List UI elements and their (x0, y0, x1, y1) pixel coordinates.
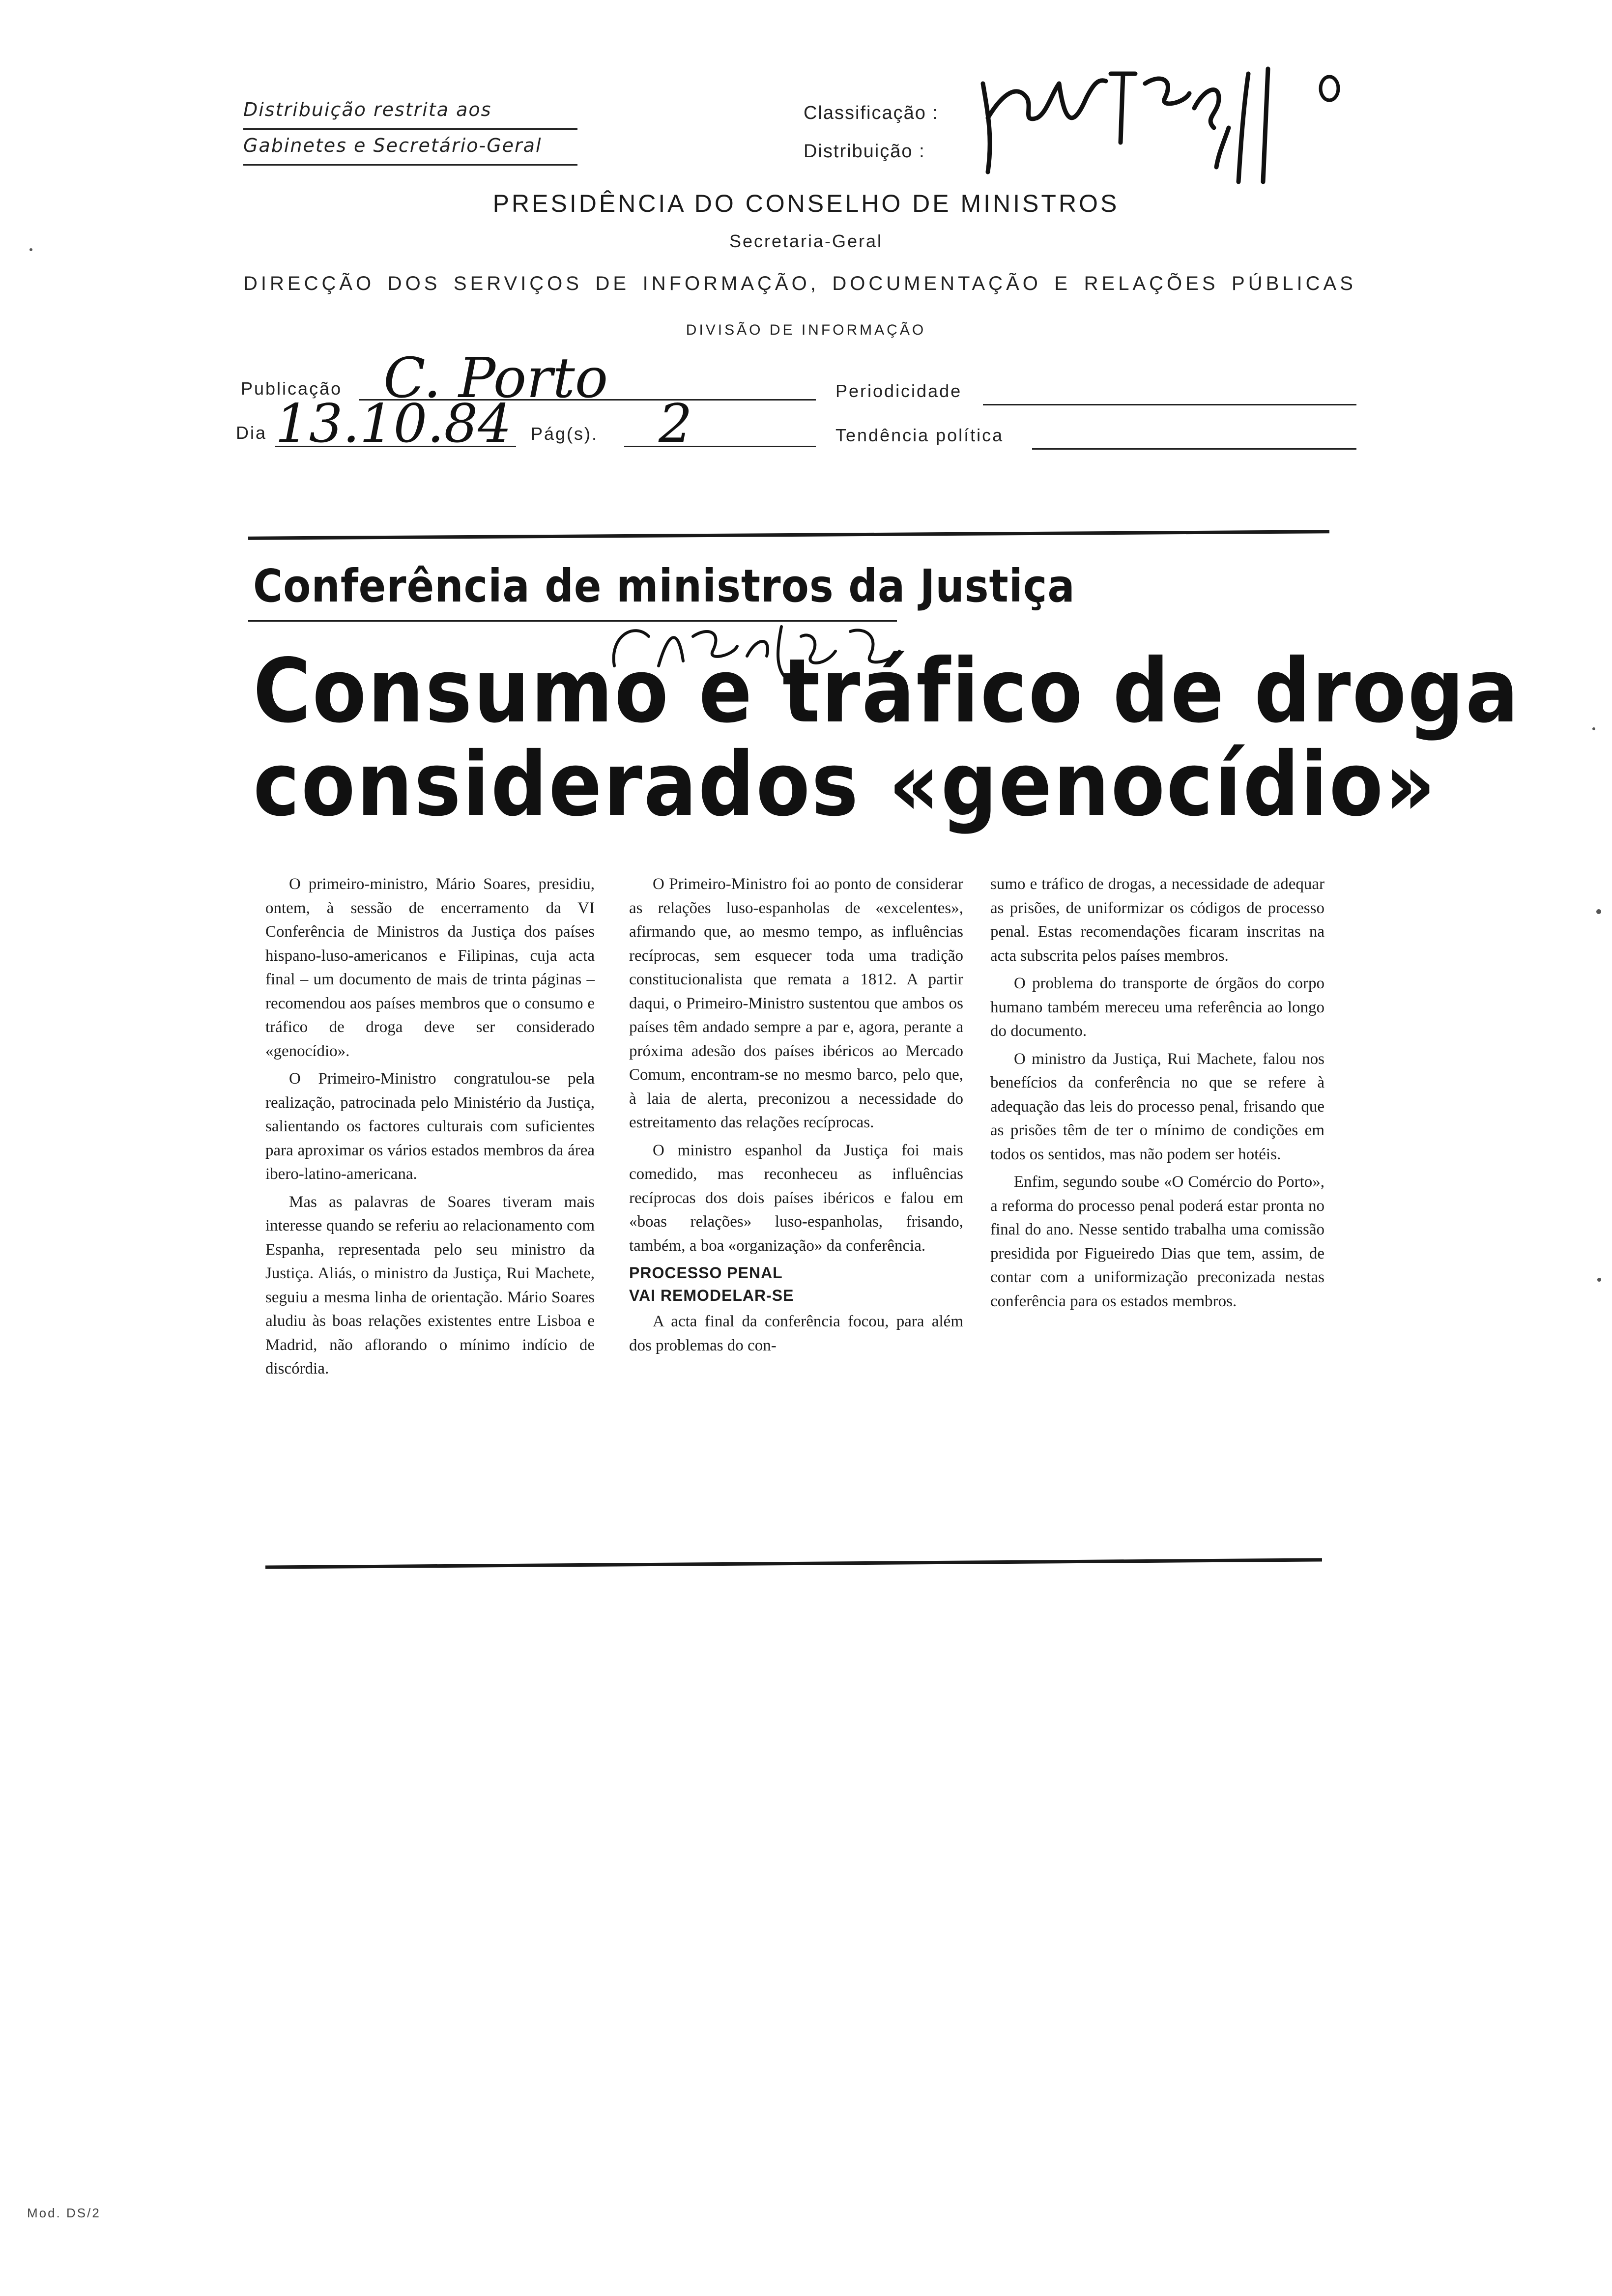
directorate-word: DOS (387, 273, 441, 294)
tendency-field-line (1032, 423, 1356, 450)
directorate-word: DE (595, 273, 630, 294)
article-kicker: Conferência de ministros da Justiça (253, 560, 1075, 613)
directorate-word: DOCUMENTAÇÃO (832, 273, 1041, 294)
paragraph: O primeiro-ministro, Mário Soares, presidiu, ontem, à sessão de encerramento da VI Conferência de Ministros da Justiça dos países hispano-luso-americanos e Filipinas, cuja acta final – um documento de mais de trinta páginas – recomendou aos países membros que o consumo e tráfico de droga deve ser considerado «genocídio». (265, 875, 595, 1060)
paragraph: A acta final da conferência focou, para além dos problemas do con- (629, 1313, 963, 1354)
subhead-line-1: PROCESSO PENAL (629, 1264, 783, 1282)
scan-speck (1592, 727, 1595, 730)
paragraph: O Primeiro-Ministro congratulou-se pela realização, patrocinada pelo Ministério da Justiça, salientando os factores culturais com suficientes para aproximar os vários estados membros da área ibero-latino-americana. (265, 1070, 595, 1183)
scan-speck (29, 248, 32, 251)
paragraph: Enfim, segundo soube «O Comércio do Porto», a reforma do processo penal poderá estar pronta no final do ano. Nesse sentido trabalha uma comissão presidida por Figueiredo Dias que tem, assim, de contar com a uniformização preconizada nestas conferência para os estados membros. (990, 1173, 1324, 1310)
directorate-word: SERVIÇOS (453, 273, 582, 294)
publication-handwritten-value: C. Porto (383, 346, 608, 410)
paragraph: O ministro da Justiça, Rui Machete, falou nos benefícios da conferência no que se refere à adequação das leis do processo penal, frisando que as prisões têm de ter o mínimo de condições em todos os sentidos, mas não podem ser hotéis. (990, 1050, 1324, 1163)
clipping-top-rule (248, 530, 1329, 540)
directorate-word: PÚBLICAS (1232, 273, 1356, 294)
scan-speck (1596, 909, 1601, 914)
secretariat-title: Secretaria-Geral (729, 231, 883, 251)
article-column-2 (629, 872, 963, 1361)
pages-handwritten-value: 2 (659, 393, 692, 455)
classification-block (804, 98, 939, 175)
directorate-word: INFORMAÇÃO, (642, 273, 819, 294)
paragraph: sumo e tráfico de drogas, a necessidade de adequar as prisões, de uniformizar os códigos de processo penal. Estas recomendações ficaram inscritas na acta subscrita pelos países membros. (990, 875, 1324, 965)
directorate-word: DIRECÇÃO (243, 273, 375, 294)
subhead-line-2: VAI REMODELAR-SE (629, 1287, 794, 1304)
directorate-title (243, 273, 1356, 295)
paragraph: Mas as palavras de Soares tiveram mais interesse quando se referiu ao relacionamento com Espanha, representada pelo seu ministro da Justiça. Aliás, o ministro da Justiça, Rui Machete, seguiu a mesma linha de orientação. Mário Soares aludiu às boas relações existentes entre Lisboa e Madrid, não aflorando o mínimo indício de discórdia. (265, 1193, 595, 1378)
form-code: Mod. DS/2 (27, 2206, 101, 2220)
distribution-label: Distribuição : (804, 141, 925, 162)
pages-label: Pág(s). (531, 424, 599, 444)
day-label: Dia (236, 423, 267, 443)
paragraph: O Primeiro-Ministro foi ao ponto de considerar as relações luso-espanholas de «excelentes», afirmando que, ao mesmo tempo, as influências recíprocas, sem esquecer toda uma tradição constitucionalista que remata a 1812. A partir daqui, o Primeiro-Ministro sustentou que ambos os países têm andado sempre a par e, agora, perante a próxima adesão dos países ibéricos ao Mercado Comum, encontram-se no mesmo barco, pelo que, à laia de alerta, preconizou a necessidade do estreitamento das relações recíprocas. (629, 875, 963, 1131)
tendency-label: Tendência política (835, 425, 1004, 445)
clipping-bottom-rule (265, 1558, 1322, 1569)
handwritten-classification-mark (973, 54, 1356, 201)
paragraph: O problema do transporte de órgãos do corpo humano também mereceu uma referência ao longo do documento. (990, 975, 1324, 1040)
restricted-line-2: Gabinetes e Secretário-Geral (243, 132, 577, 166)
classification-label: Classificação : (804, 103, 939, 123)
headline-line-1: Consumo e tráfico de droga (253, 639, 1520, 743)
article-column-3 (990, 872, 1324, 1317)
day-handwritten-value: 13.10.84 (275, 393, 512, 455)
headline-line-2: considerados «genocídio» (253, 733, 1437, 836)
restricted-line-1: Distribuição restrita aos (243, 96, 577, 130)
organization-title: PRESIDÊNCIA DO CONSELHO DE MINISTROS (492, 190, 1120, 217)
directorate-word: E (1054, 273, 1071, 294)
division-title: DIVISÃO DE INFORMAÇÃO (686, 322, 926, 338)
section-subhead (629, 1262, 963, 1307)
pages-field-line (624, 420, 816, 447)
periodicity-field-line (983, 378, 1356, 405)
periodicity-label: Periodicidade (835, 381, 962, 401)
scan-speck (1597, 1278, 1601, 1282)
article-column-1 (265, 872, 595, 1385)
directorate-word: RELAÇÕES (1084, 273, 1219, 294)
publication-label: Publicação (241, 378, 343, 399)
restricted-distribution-note (243, 96, 577, 168)
handwritten-headline-mark (604, 607, 919, 686)
paragraph: O ministro espanhol da Justiça foi mais comedido, mas reconheceu as influências recíprocas dos dois países ibéricos e falou em «boas relações» luso-espanholas, frisando, também, a boa «organização» da conferência. (629, 1141, 963, 1255)
